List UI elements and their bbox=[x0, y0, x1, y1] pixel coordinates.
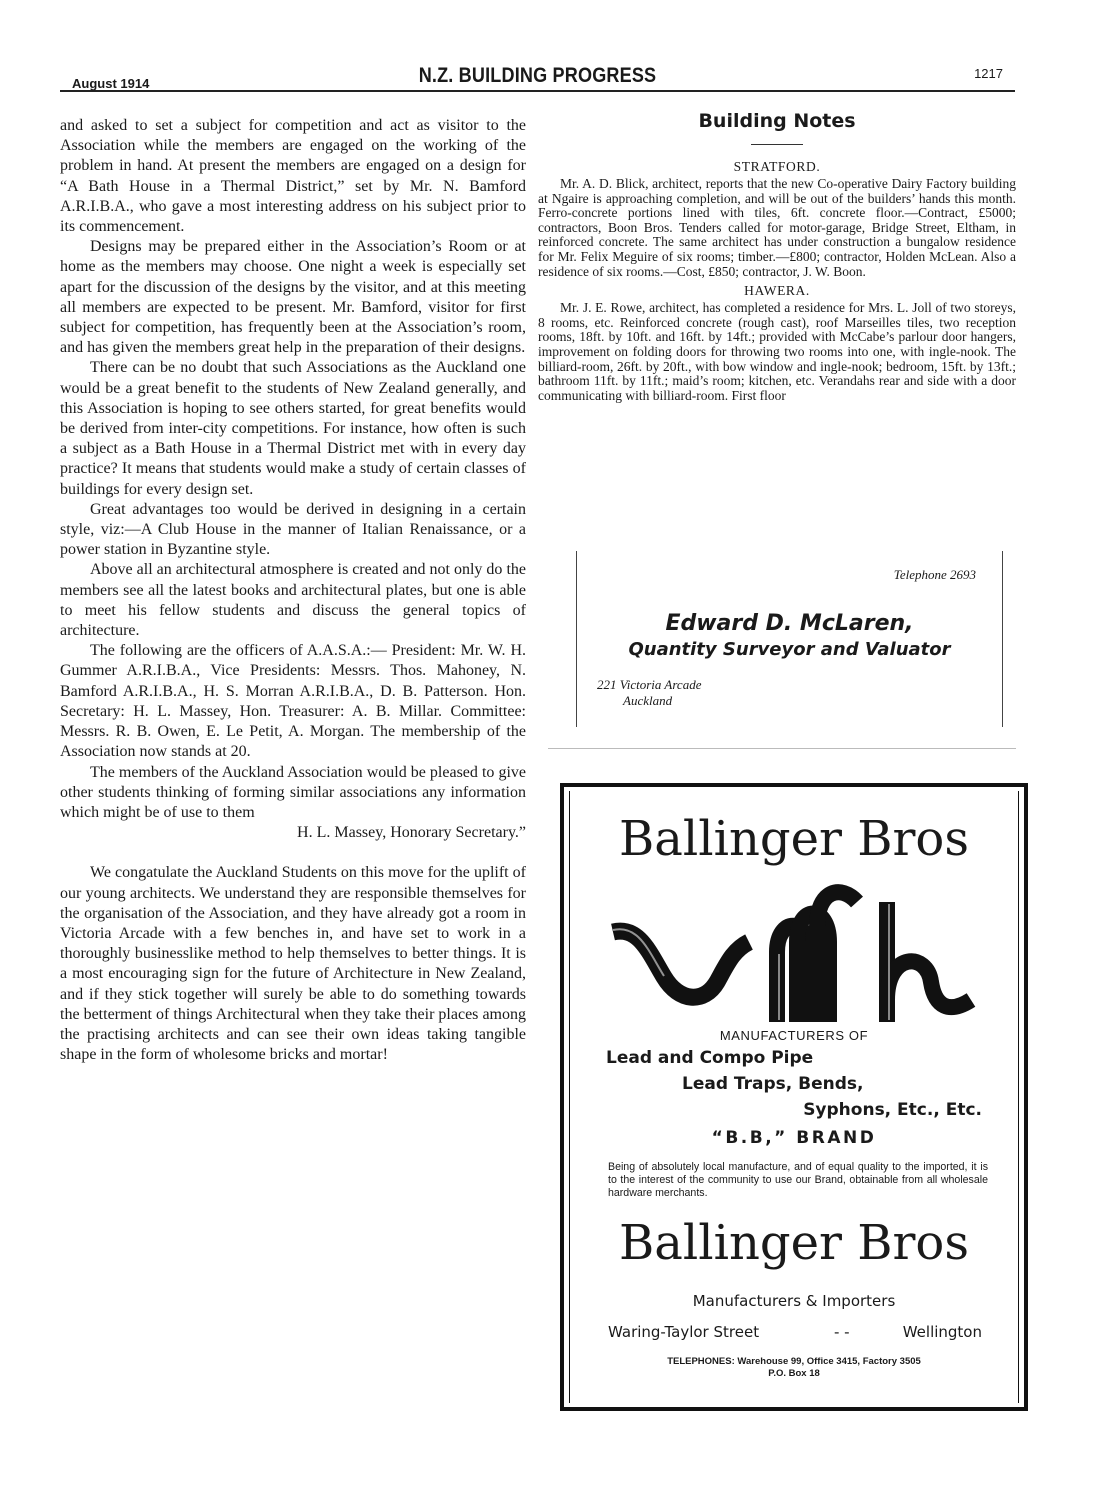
article-column bbox=[60, 116, 526, 1065]
place-heading-hawera: HAWERA. bbox=[744, 283, 810, 299]
ad-city: Wellington bbox=[902, 1323, 982, 1341]
issue-date: August 1914 bbox=[72, 76, 150, 91]
article-paragraph: Above all an architectural atmosphere is created and not only do the members see all the latest books and architectural plates, but one is able to meet his fellow students and discuss the general topics of architecture. bbox=[60, 561, 526, 640]
article-paragraph: The members of the Auckland Association would be pleased to give other students thinking of forming similar associations any information which might be of use to them bbox=[60, 763, 526, 821]
mclaren-advert bbox=[576, 551, 1003, 727]
ad-address bbox=[608, 1323, 982, 1341]
bend-pipe-icon bbox=[777, 892, 857, 1022]
ad-po-box: P.O. Box 18 bbox=[768, 1368, 820, 1379]
article-paragraph: The following are the officers of A.A.S.A.:— President: Mr. W. H. Gummer A.R.I.B.A., Vice Presidents: Messrs. Thos. Mahoney, N. Bamford A.R.I.B.A., H. S. Morran A.R.I.B.A., D. B. Patterson. Hon. Secretary: H. L. Massey, Hon. Treasurer: A. B. Millar. Committee: Messrs. R. B. Owen, E. Le Petit, A. Morgan. The membership of the Association now stands at 20. bbox=[60, 642, 526, 761]
ad-product-line: Syphons, Etc., Etc. bbox=[803, 1100, 982, 1120]
card-telephone: Telephone 2693 bbox=[893, 567, 976, 582]
building-notes-title: Building Notes bbox=[698, 110, 856, 132]
page-header bbox=[60, 62, 1015, 92]
ad-telephones bbox=[564, 1356, 1024, 1380]
building-notes-section bbox=[538, 110, 1016, 407]
ad-product-line: Lead and Compo Pipe bbox=[606, 1048, 814, 1068]
ad-brand: “B.B,” BRAND bbox=[711, 1128, 877, 1148]
ad-street: Waring-Taylor Street bbox=[608, 1323, 760, 1341]
ballinger-advert bbox=[560, 783, 1028, 1411]
card-name: Edward D. McLaren, bbox=[665, 611, 914, 636]
card-address-line: 221 Victoria Arcade bbox=[597, 677, 702, 692]
article-paragraph: and asked to set a subject for competition and act as visitor to the Association while the members are engaged on the working of the problem in hand. At present the members are engaged on a design for “A Bath House in a Thermal District,” set by Mr. N. Bamford A.R.I.B.A., who gave a most interesting address on his subject prior to its commencement. bbox=[60, 117, 526, 236]
card-address-line: Auckland bbox=[623, 693, 673, 708]
ad-product-line: Lead Traps, Bends, bbox=[682, 1074, 864, 1094]
ad-description: Being of absolutely local manufacture, and of equal quality to the imported, it is to the interest of the community to use our Brand, obtainable from all wholesale hardware merchants. bbox=[608, 1161, 988, 1200]
ad-manufacturers-of: MANUFACTURERS OF bbox=[719, 1028, 869, 1043]
card-address bbox=[597, 677, 701, 709]
ad-company-name-top: Ballinger Bros bbox=[619, 811, 969, 867]
note-text-stratford: Mr. A. D. Blick, architect, reports that the new Co-operative Dairy Factory building at Ngaire is approaching completion, and will be out of the builders’ hands this month. Ferro-concrete portions lined with tiles, 6ft. concrete floor.—Contract, £5000; contractors, Boon Bros. Tenders called for motor-garage, Bridge Street, Eltham, in reinforced concrete. The same architect has under construction a bungalow residence for Mr. Felix Meguire of six rooms; timber.—£800; contractor, Holden McLean. Also a residence of six rooms.—Cost, £850; contractor, J. W. Boon. bbox=[538, 176, 1016, 279]
article-paragraph: Great advantages too would be derived in designing in a certain style, viz:—A Club House in the manner of Italian Renaissance, or a power station in Byzantine style. bbox=[60, 500, 526, 559]
article-paragraph: Designs may be prepared either in the Association’s Room or at home as the members may choose. One night a week is especially set apart for the discussion of the designs by the visitor, and at this meeting all members are expected to be present. Mr. Bamford, visitor for first subject for competition, has frequently been at the Association’s room, and has given the members great help in the preparation of their designs. bbox=[60, 238, 526, 357]
editorial-closing: We congatulate the Auckland Students on this move for the uplift of our young architects. We understand they are responsible themselves for the organisation of the Association, and they have already got a room in Victoria Arcade with a few benches in, and have set to work in a thoroughly businesslike method to help themselves to better things. It is a most encouraging sign for the future of Architecture in New Zealand, and if they stick together will surely be able to do something towards the betterment of things Architectural when they take their places among the practising architects and can see their own ideas taking tangible shape in the form of wholesome bricks and mortar! bbox=[60, 864, 526, 1064]
article-paragraph: There can be no doubt that such Associations as the Auckland one would be a great benefit to the students of New Zealand generally, and this Association is hoping to see others started, for great benefits would be derived from inter-city competitions. For instance, how often is such a subject as a Bath House in a Thermal District met with in every day practice? It means that students would make a study of certain classes of buildings for every design set. bbox=[60, 359, 526, 498]
note-text-hawera: Mr. J. E. Rowe, architect, has completed a residence for Mrs. L. Joll of two storeys, 8 rooms, etc. Reinforced concrete (rough cast), roof Marseilles tiles, two reception rooms, 18ft. by 10ft. and 16ft. by 14ft.; provided with McCabe’s parlour door hangers, improvement on folding doors for throwing two rooms into one, with ingle-nook. The billiard-room, 26ft. by 20ft., with bow window and ingle-nook; bedroom, 15ft. by 13ft.; bathroom 11ft. by 11ft.; maid’s room; kitchen, etc. Verandahs rear and side with a door communicating with billiard-room. First floor bbox=[538, 300, 1016, 403]
lead-trap-pipe-icon bbox=[613, 929, 749, 997]
card-role: Quantity Surveyor and Valuator bbox=[628, 639, 951, 660]
ad-telephone-numbers: TELEPHONES: Warehouse 99, Office 3415, Factory 3505 bbox=[667, 1356, 921, 1367]
place-heading-stratford: STRATFORD. bbox=[733, 159, 821, 174]
page-number: 1217 bbox=[974, 66, 1003, 81]
publication-title: N.Z. BUILDING PROGRESS bbox=[418, 64, 657, 87]
section-separator bbox=[548, 748, 1016, 749]
ad-company-name-bottom: Ballinger Bros bbox=[619, 1215, 969, 1271]
pipe-illustration bbox=[609, 882, 979, 1027]
ad-dash: - - bbox=[834, 1323, 850, 1341]
syphon-pipe-icon bbox=[887, 902, 971, 1022]
title-divider bbox=[751, 144, 803, 145]
article-signature: H. L. Massey, Honorary Secretary.” bbox=[297, 824, 526, 842]
ad-manufacturers-importers: Manufacturers & Importers bbox=[692, 1292, 896, 1310]
